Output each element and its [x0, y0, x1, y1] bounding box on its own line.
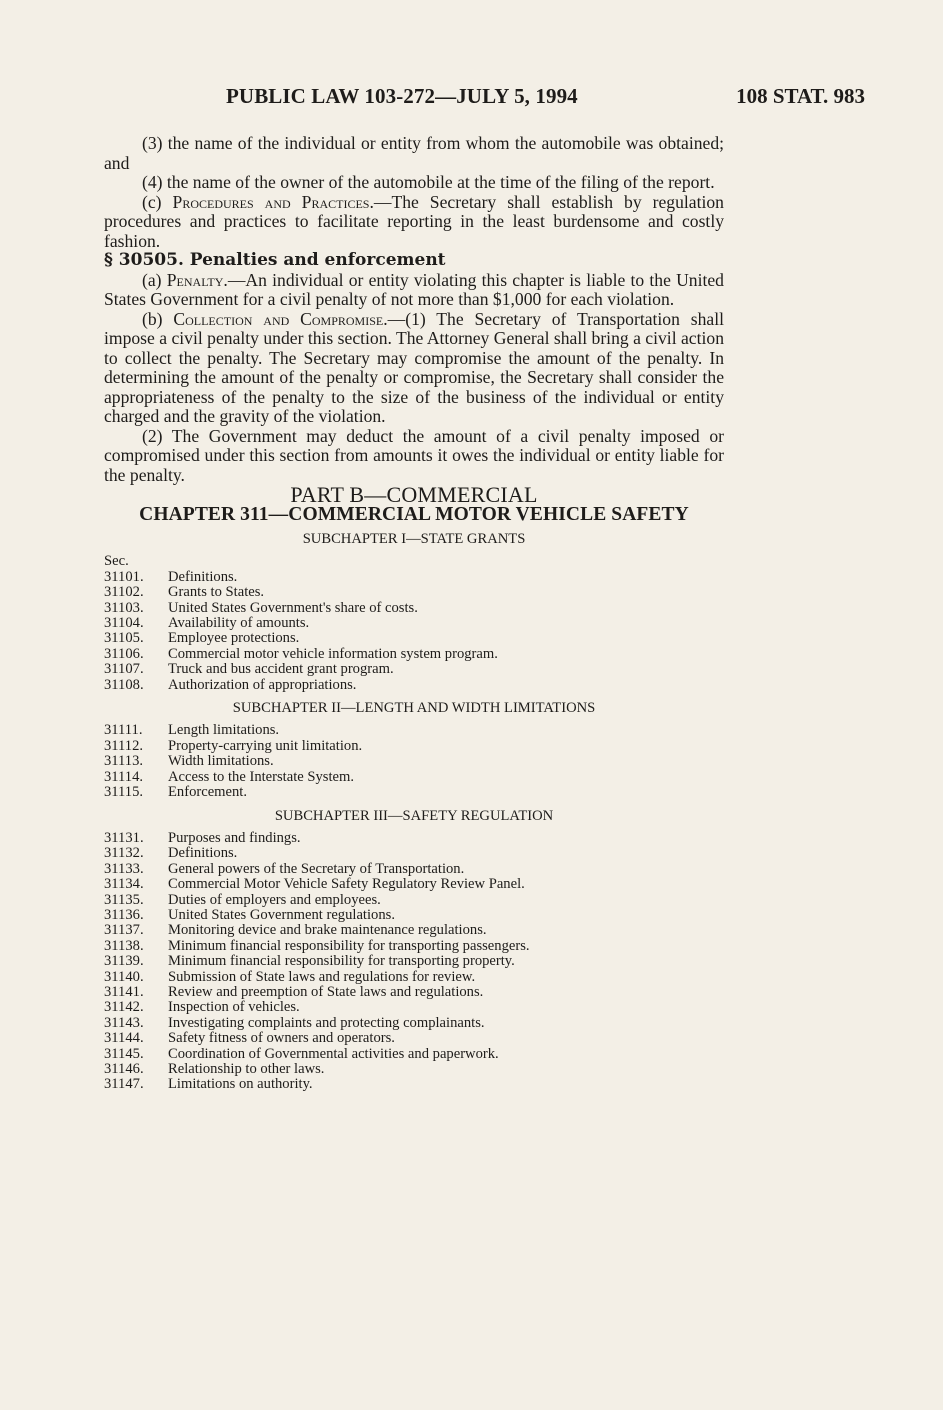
toc-row [104, 985, 724, 1000]
subsection-b-label: (b) [142, 308, 174, 329]
chapter-title: CHAPTER 311—COMMERCIAL MOTOR VEHICLE SAFETY [139, 503, 689, 525]
toc-section-title: Definitions. [168, 845, 238, 862]
toc-section-number: 31142. [104, 999, 144, 1016]
toc-section-title: Coordination of Governmental activities and paperwork. [168, 1045, 499, 1062]
toc-section-number: 31102. [104, 584, 144, 601]
toc-row [104, 954, 724, 969]
toc-section-title: Limitations on authority. [168, 1076, 313, 1093]
toc-section-number: 31101. [104, 568, 144, 585]
paragraph-c-heading: Procedures and Practices. [172, 191, 374, 212]
toc-section-number: 31114. [104, 768, 144, 785]
subsection-b-text: —(1) The Secretary of Transportation shall impose a civil penalty under this section. The Attorney General shall bring a civil action to collect the penalty. The Secretary may compromise the amount of the penalty. In determining the amount of the penalty or compromise, the Secretary shall consider the appropriateness of the penalty to the size of the business of the individual or entity charged and the gravity of the violation. [104, 308, 724, 426]
toc-row [104, 662, 724, 677]
paragraph-c-label: (c) [142, 191, 173, 212]
toc-section-title: Minimum financial responsibility for transporting passengers. [168, 937, 530, 954]
toc-row [104, 908, 724, 923]
toc-section-number: 31145. [104, 1045, 144, 1062]
toc-section-title: Submission of State laws and regulations for review. [168, 968, 476, 985]
sec-label: Sec. [104, 553, 129, 570]
toc-section-number: 31106. [104, 645, 144, 662]
toc-section-number: 31113. [104, 753, 144, 770]
toc-section-number: 31103. [104, 599, 144, 616]
toc-row [104, 1016, 724, 1031]
toc-section-title: Definitions. [168, 568, 238, 585]
toc-section-number: 31107. [104, 661, 144, 678]
part-title: PART B—COMMERCIAL [290, 482, 538, 507]
toc-section-title: Duties of employers and employees. [168, 891, 381, 908]
toc-section-number: 31146. [104, 1061, 144, 1077]
toc-row [104, 678, 724, 693]
toc-section-title: Enforcement. [168, 784, 248, 801]
toc-section-title: Property-carrying unit limitation. [168, 737, 363, 754]
subchapter-heading: SUBCHAPTER II—LENGTH AND WIDTH LIMITATIONS [232, 700, 596, 717]
toc-row [104, 631, 724, 646]
toc-row [104, 1077, 724, 1092]
toc-row [104, 570, 724, 585]
toc-row [104, 923, 724, 938]
table-of-contents [104, 532, 724, 1093]
subchapter-heading: SUBCHAPTER III—SAFETY REGULATION [274, 807, 554, 824]
toc-section-number: 31147. [104, 1076, 144, 1093]
toc-row [104, 939, 724, 954]
toc-section-title: United States Government regulations. [168, 906, 395, 923]
paragraph-3: (3) the name of the individual or entity from whom the automobile was obtained; and [104, 133, 724, 173]
paragraph-4: (4) the name of the owner of the automobile at the time of the filing of the report. [142, 172, 715, 192]
toc-section-number: 31143. [104, 1014, 144, 1031]
document-body [104, 134, 724, 1093]
toc-section-number: 31137. [104, 922, 144, 939]
toc-section-number: 31132. [104, 845, 144, 862]
toc-section-number: 31135. [104, 891, 144, 908]
toc-section-title: General powers of the Secretary of Transportation. [168, 860, 465, 877]
toc-section-title: Minimum financial responsibility for transporting property. [168, 953, 515, 970]
toc-row [104, 616, 724, 631]
toc-section-title: Truck and bus accident grant program. [168, 661, 394, 678]
toc-section-number: 31112. [104, 737, 144, 754]
subsection-a-heading: Penalty. [166, 269, 228, 290]
toc-section-number: 31138. [104, 937, 144, 954]
toc-section-title: Employee protections. [168, 630, 300, 647]
toc-row [104, 1047, 724, 1062]
toc-row [104, 1000, 724, 1015]
toc-section-title: Commercial Motor Vehicle Safety Regulatory Review Panel. [168, 876, 525, 893]
toc-row [104, 647, 724, 662]
toc-row [104, 754, 724, 769]
toc-row [104, 785, 724, 800]
toc-section-title: Investigating complaints and protecting complainants. [168, 1014, 485, 1031]
subsection-b-heading: Collection and Compromise. [173, 308, 388, 329]
paragraph-c [104, 193, 724, 252]
subsection-b-2: (2) The Government may deduct the amount of a civil penalty imposed or compromised under this section from amounts it owes the individual or entity liable for the penalty. [104, 425, 724, 485]
toc-row [104, 970, 724, 985]
page-header [102, 84, 865, 114]
toc-section-title: Inspection of vehicles. [168, 999, 300, 1016]
toc-row [104, 1031, 724, 1046]
toc-row [104, 831, 724, 846]
section-heading: § 30505. Penalties and enforcement [104, 250, 446, 270]
toc-section-number: 31136. [104, 906, 144, 923]
toc-section-number: 31139. [104, 953, 144, 970]
toc-section-title: Review and preemption of State laws and regulations. [168, 983, 484, 1000]
toc-section-number: 31144. [104, 1030, 144, 1047]
toc-section-number: 31134. [104, 876, 144, 893]
toc-row [104, 770, 724, 785]
toc-row [104, 893, 724, 908]
toc-row [104, 846, 724, 861]
running-head: PUBLIC LAW 103-272—JULY 5, 1994 [226, 84, 578, 108]
toc-row [104, 877, 724, 892]
toc-section-number: 31115. [104, 784, 144, 801]
toc-section-number: 31108. [104, 676, 144, 693]
subsection-b [104, 310, 724, 427]
toc-row [104, 601, 724, 616]
toc-section-title: Authorization of appropriations. [168, 676, 357, 693]
toc-row [104, 739, 724, 754]
toc-section-title: Access to the Interstate System. [168, 768, 355, 785]
subchapter-heading: SUBCHAPTER I—STATE GRANTS [302, 531, 526, 547]
toc-row [104, 1062, 724, 1077]
toc-row [104, 723, 724, 738]
toc-section-number: 31111. [104, 722, 143, 739]
toc-section-title: Relationship to other laws. [168, 1061, 325, 1077]
toc-section-number: 31141. [104, 983, 144, 1000]
toc-section-title: Length limitations. [168, 722, 280, 739]
paragraph-c-text: —The Secretary shall establish by regulation procedures and practices to facilitate reporting in the least burdensome and costly fashion. [104, 191, 724, 251]
toc-section-number: 31140. [104, 968, 144, 985]
statute-page-number: 108 STAT. 983 [736, 84, 865, 108]
toc-row [104, 862, 724, 877]
subchapter-2-entries [104, 723, 724, 800]
toc-section-title: Availability of amounts. [168, 615, 310, 632]
subsection-a [104, 271, 724, 310]
toc-section-title: Purposes and findings. [168, 829, 301, 846]
toc-section-number: 31131. [104, 829, 144, 846]
subsection-a-label: (a) [142, 269, 167, 290]
toc-section-number: 31105. [104, 630, 144, 647]
toc-section-title: Monitoring device and brake maintenance regulations. [168, 922, 487, 939]
toc-section-title: Safety fitness of owners and operators. [168, 1030, 395, 1047]
toc-section-title: Width limitations. [168, 753, 274, 770]
toc-section-number: 31104. [104, 615, 144, 632]
subchapter-1-entries [104, 570, 724, 693]
subsection-a-text: —An individual or entity violating this chapter is liable to the United States Government for a civil penalty of not more than $1,000 for each violation. [104, 269, 724, 309]
toc-row [104, 585, 724, 600]
toc-section-number: 31133. [104, 860, 144, 877]
toc-section-title: Grants to States. [168, 584, 265, 601]
toc-section-title: United States Government's share of costs. [168, 599, 418, 616]
toc-section-title: Commercial motor vehicle information system program. [168, 645, 498, 662]
subchapter-3-entries [104, 831, 724, 1093]
